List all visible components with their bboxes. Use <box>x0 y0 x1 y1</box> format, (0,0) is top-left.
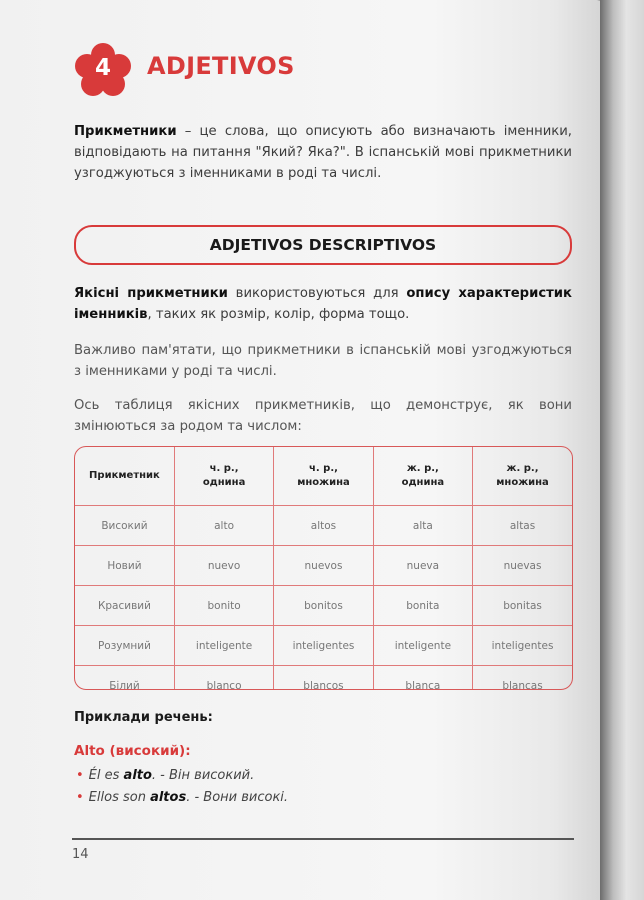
table-cell: bonitos <box>274 586 373 626</box>
descriptive-paragraph <box>74 283 572 325</box>
table-intro: Ось таблиця якісних прикметників, що демонструє, як вони змінюються за родом та числом: <box>74 398 572 434</box>
table-cell: bonito <box>174 586 273 626</box>
header-masc-singular: ч. р., однина <box>174 447 273 506</box>
table-cell: Високий <box>75 506 174 546</box>
table-cell: alto <box>174 506 273 546</box>
page-title: ADJETIVOS <box>147 52 295 80</box>
descriptive-text-1: використовуються для <box>227 286 407 301</box>
table-row <box>75 506 572 546</box>
table-cell: Красивий <box>75 586 174 626</box>
flower-badge <box>74 42 132 98</box>
table-cell: bonitas <box>473 586 572 626</box>
intro-text: – це слова, що описують або визначають іменники, відповідають на питання "Який? Яка?". В іспанській мові прикметники узгоджуються з іменниками в роді та числі. <box>74 124 572 181</box>
intro-paragraph <box>74 121 572 184</box>
table-cell: inteligente <box>174 626 273 666</box>
table-cell: altos <box>274 506 373 546</box>
agreement-note: Важливо пам'ятати, що прикметники в іспанській мові узгоджуються з іменниками у роді та числі. <box>74 343 572 379</box>
next-page-edge <box>600 0 644 900</box>
table-header-row <box>75 447 572 506</box>
header-fem-plural: ж. р., множина <box>473 447 572 506</box>
table-row <box>75 546 572 586</box>
examples-list <box>76 765 288 809</box>
section-title-box: ADJETIVOS DESCRIPTIVOS <box>74 225 572 265</box>
table-cell: blancas <box>473 666 572 691</box>
table-cell: altas <box>473 506 572 546</box>
table-cell: alta <box>373 506 472 546</box>
table-cell: inteligentes <box>473 626 572 666</box>
list-item: • Ellos son altos. - Вони високі. <box>76 787 288 809</box>
page-number: 14 <box>72 847 89 862</box>
list-item: • Él es alto. - Він високий. <box>76 765 288 787</box>
table-cell: nueva <box>373 546 472 586</box>
footer-divider <box>72 838 574 840</box>
adjectives-table <box>74 446 573 690</box>
table-cell: inteligentes <box>274 626 373 666</box>
example-word: Alto (високий): <box>74 743 191 759</box>
header-fem-singular: ж. р., однина <box>373 447 472 506</box>
intro-term: Прикметники <box>74 124 177 139</box>
table-cell: blanca <box>373 666 472 691</box>
descriptive-term: Якісні прикметники <box>74 286 228 301</box>
descriptive-text-2: , таких як розмір, колір, форма тощо. <box>147 307 410 322</box>
table-cell: nuevos <box>274 546 373 586</box>
table-cell: inteligente <box>373 626 472 666</box>
header-masc-plural: ч. р., множина <box>274 447 373 506</box>
table-cell: nuevo <box>174 546 273 586</box>
descriptive-emphasis: опису характеристик іменників <box>74 286 572 322</box>
header-adjective: Прикметник <box>75 447 174 506</box>
table-cell: bonita <box>373 586 472 626</box>
table-row <box>75 586 572 626</box>
table-row <box>75 666 572 691</box>
table-row <box>75 626 572 666</box>
table-cell: Розумний <box>75 626 174 666</box>
table-cell: blanco <box>174 666 273 691</box>
chapter-number: 4 <box>94 55 111 81</box>
table-cell: nuevas <box>473 546 572 586</box>
table-cell: Білий <box>75 666 174 691</box>
table-cell: blancos <box>274 666 373 691</box>
examples-heading: Приклади речень: <box>74 710 213 725</box>
table-cell: Новий <box>75 546 174 586</box>
